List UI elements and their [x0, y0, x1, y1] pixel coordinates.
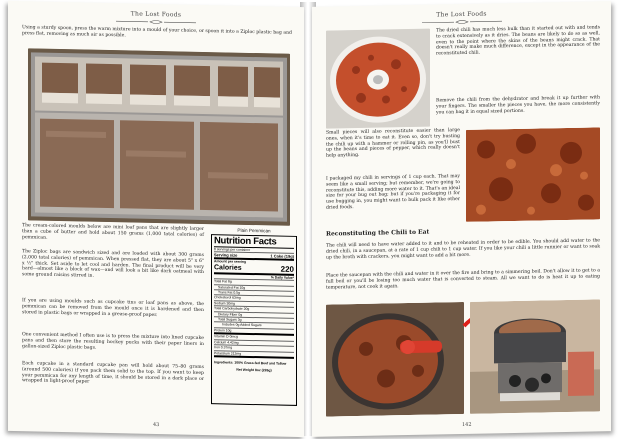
pemmican-moulds-photo	[28, 48, 290, 225]
nutrition-facts-label	[211, 227, 297, 409]
paragraph: Place the saucepan with the chili and water in it over the fire and bring to a simmering boil. Don't allow it to get to a full boil or you'll be losing too much water that is converted to steam. All we want to do is heat it up to eating temperature, not cook it again.	[326, 268, 600, 291]
paragraph: The cream-colored moulds below are mini loaf pans that are slightly larger than a cube of butter and hold about 150 grams (1,000 total calories) of pemmican.	[22, 223, 204, 241]
calories-label: Calories	[214, 264, 242, 272]
nutrient-row: Potassium 212mg	[214, 351, 294, 359]
nutrient-row: Calcium 4.42mg	[214, 340, 294, 347]
nutrient-row: Protein 10g	[214, 328, 294, 336]
nutrient-row: Total Carbohydrate 20g	[214, 306, 294, 313]
serving-size-label: Serving size	[214, 252, 238, 259]
nutrient-row: Total Fat 8g	[214, 279, 294, 286]
right-page	[312, 1, 611, 437]
section-heading: Reconstituting the Chili to Eat	[326, 228, 430, 238]
paragraph: The chili will need to have water added to it and to be reheated in order to be edible. You should add water to the dried chili, in a saucepan, at a rate of 1 cup chili to 1 cup water. If you like your chili a little runnier or want to soak up the broth with crackers, you might want to add a bit more.	[326, 238, 600, 261]
dried-chili-photo	[466, 127, 600, 222]
ornament-divider-icon	[116, 19, 196, 25]
nutrition-heading: Nutrition Facts	[214, 236, 294, 249]
paragraph: The Ziploc bags are sandwich sized and are loaded with about 300 grams (2,000 total calories) of pemmican. When pressed flat, they are about 5" x 6" x ½" thick. Set aside to let cool and harden. The final product will be very hard—almost like a block of wax—and will look a bit like dark oatmeal with some ground raisins stirred in.	[22, 249, 204, 279]
page-number-right: 142	[462, 421, 472, 428]
nutrient-row: Total Sugars 3g	[214, 317, 294, 324]
nutrient-row: Cholesterol 63mg	[214, 296, 294, 303]
nutrient-row: Saturated Fat 10g	[214, 285, 294, 292]
nutrient-row: Iron 0.37mg	[214, 345, 294, 352]
nutrient-row: Vitamin D 0mcg	[214, 334, 294, 341]
paragraph: Each cupcake in a standard cupcake pan will hold about 75–80 grams (around 500 calories) if you pack them solid to the top. If you want to keep your pemmican for any length of time, it should be stored in a dark place or wrapped in light-proof paper	[22, 361, 204, 385]
nutrient-row: Includes 0g Added Sugars	[214, 323, 294, 330]
page-number-left: 43	[153, 421, 160, 429]
amount-per-serving: Amount per serving	[214, 259, 247, 265]
paragraph: If you are using moulds such as cupcake tins or loaf pans as above, the pemmican can be removed from the mould once it is hardened and then stored in plastic bags or wrapped in a grease-proof paper.	[22, 298, 204, 318]
paragraph: Small pieces will also reconstitute easier than large ones, when it's time to eat it. Even so, don't try busting the chili up with a hammer or rolling pin, as you'll bust up the beans and pieces of pepper, which really doesn't help anything.	[326, 128, 460, 159]
nutrient-row: Sodium 30mg	[214, 301, 294, 308]
net-weight: Net Weight 8oz (226g)	[236, 367, 272, 373]
ingredients: Ingredients: 100% Grass-fed Beef and Tallow	[214, 360, 287, 366]
dehydrator-tray-photo	[326, 29, 430, 129]
nutrient-row: Dietary Fiber 0g	[214, 312, 294, 319]
calories-value: 220	[280, 264, 294, 274]
campfire-stove-photo	[470, 299, 600, 413]
paragraph: Using a sturdy spoon, press the warm mixture into a mould of your choice, or spoon it into a Ziploc plastic bag and press flat, removing as much air as possible.	[22, 25, 292, 39]
calories-row	[214, 264, 294, 276]
paragraph: The dried chili has much less bulk than it started out with and tends to crack extensively as it dries. The beans are likely to do so as well, even to the point where the skins of the beans might crack. That doesn't really make much difference, except in the appearance of the reconstituted chili.	[436, 25, 600, 57]
paragraph: I packaged my chili in servings of 1 cup each. That may seem like a small serving; but remember, we're going to reconstitute this, adding more water to it. That's an ideal size for your bug out bag; but if you're packaging it for use bugging in, you might want to bulk pack it like other dried foods.	[326, 174, 460, 211]
chili-saucepan-photo	[326, 302, 464, 417]
left-page	[8, 1, 304, 437]
nutrient-row: Trans Fat 0.5g	[214, 290, 294, 297]
running-head-right: The Lost Foods	[436, 10, 487, 19]
daily-value-header: % Daily Value*	[214, 274, 294, 281]
paragraph: Remove the chili from the dehydrator and break it up further with your fingers. The smaller the pieces you have, the more consistently you can bag it in equal sized portions.	[436, 95, 600, 116]
serving-size-value: 1 Cake (19g)	[270, 253, 294, 260]
running-head-left: The Lost Foods	[130, 10, 182, 19]
nutrition-label-title: Plain Pemmican	[237, 227, 271, 234]
servings-per-container: 8 servings per container	[214, 247, 294, 254]
paragraph: One convenient method I often use is to press the mixture into lined cupcake pans and then store the resulting hockey pucks with their paper liners in gallon-sized Ziploc plastic bags.	[22, 332, 204, 351]
ornament-divider-icon	[422, 19, 502, 25]
